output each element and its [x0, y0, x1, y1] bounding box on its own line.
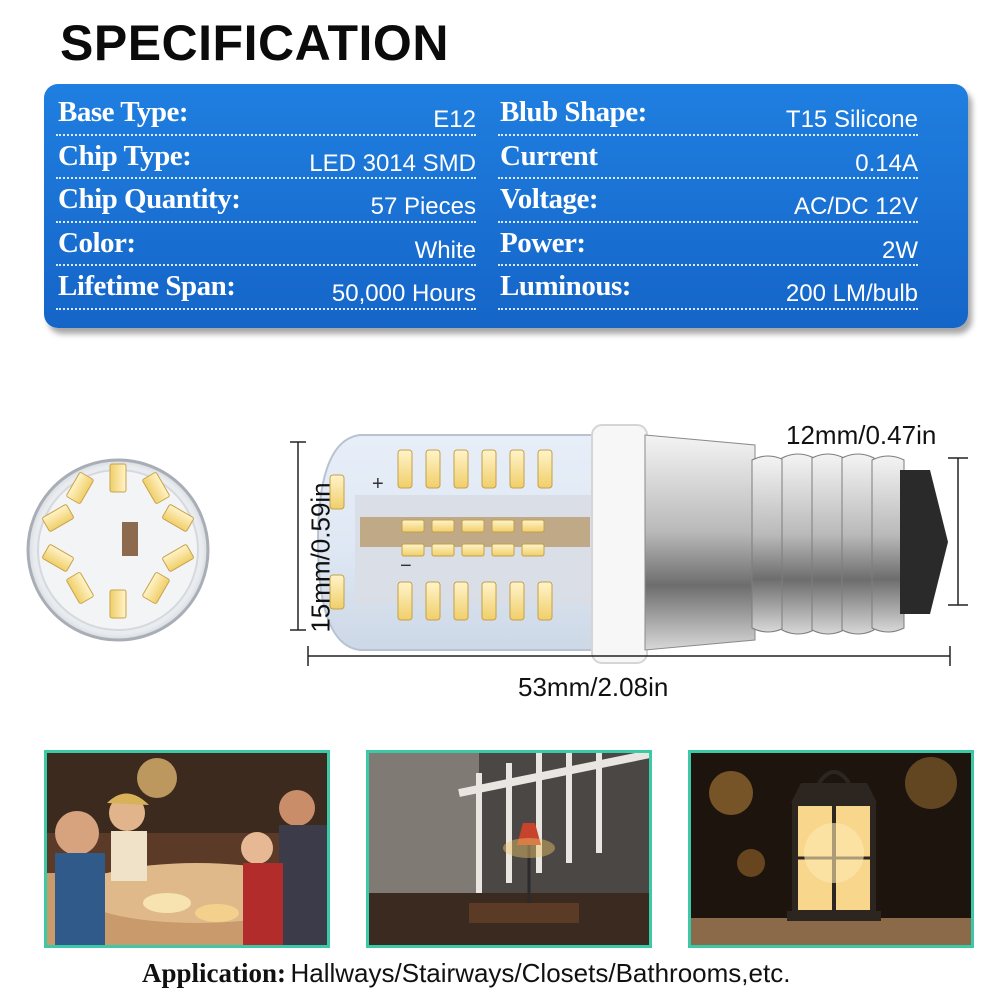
spec-value: E12: [433, 106, 476, 133]
spec-key: Base Type:: [58, 96, 189, 128]
spec-row-luminous: [498, 266, 918, 310]
spec-value: White: [414, 236, 476, 264]
spec-key: Lifetime Span:: [58, 270, 236, 302]
spec-row-power: [498, 223, 918, 267]
lantern-photo: [688, 750, 974, 948]
spec-key: Power:: [500, 226, 586, 259]
spec-key: Blub Shape:: [500, 96, 647, 128]
svg-text:+: +: [372, 473, 384, 495]
spec-value: T15 Silicone: [785, 106, 918, 133]
spec-value: 57 Pieces: [370, 193, 476, 220]
spec-row-chip-quantity: [56, 179, 476, 223]
spec-key: Color:: [58, 226, 136, 259]
page-title: SPECIFICATION: [60, 15, 449, 71]
dining-room-photo: [44, 750, 330, 948]
spec-row-lifetime: [56, 266, 476, 310]
application-label: Application:: [142, 958, 287, 988]
specification-panel: [44, 84, 968, 328]
height-dimension-label: 15mm/0.59in: [305, 482, 336, 633]
spec-row-current: [498, 136, 918, 180]
application-value: Hallways/Stairways/Closets/Bathrooms,etc.: [290, 958, 791, 988]
application-line: [142, 958, 790, 989]
svg-text:−: −: [400, 555, 412, 577]
bulb-end-view: [28, 460, 208, 640]
spec-key: Chip Type:: [58, 139, 192, 172]
spec-value: LED 3014 SMD: [309, 149, 476, 177]
length-dimension-label: 53mm/2.08in: [518, 672, 669, 702]
spec-key: Luminous:: [500, 270, 631, 302]
spec-row-chip-type: [56, 136, 476, 180]
stairway-photo: [366, 750, 652, 948]
spec-column-right: [498, 92, 918, 310]
spec-key: Voltage:: [500, 183, 599, 215]
spec-key: Chip Quantity:: [58, 183, 241, 215]
spec-row-bulb-shape: [498, 92, 918, 136]
base-diameter-label: 12mm/0.47in: [786, 420, 937, 450]
spec-row-color: [56, 223, 476, 267]
spec-value: AC/DC 12V: [793, 193, 918, 220]
spec-column-left: [56, 92, 476, 310]
spec-key: Current: [500, 139, 598, 172]
spec-value: 200 LM/bulb: [785, 280, 918, 307]
spec-value: 0.14A: [855, 149, 918, 177]
spec-value: 50,000 Hours: [331, 280, 476, 307]
spec-row-voltage: [498, 179, 918, 223]
bulb-side-view: [318, 425, 948, 663]
spec-value: 2W: [882, 236, 918, 264]
spec-row-base-type: [56, 92, 476, 136]
